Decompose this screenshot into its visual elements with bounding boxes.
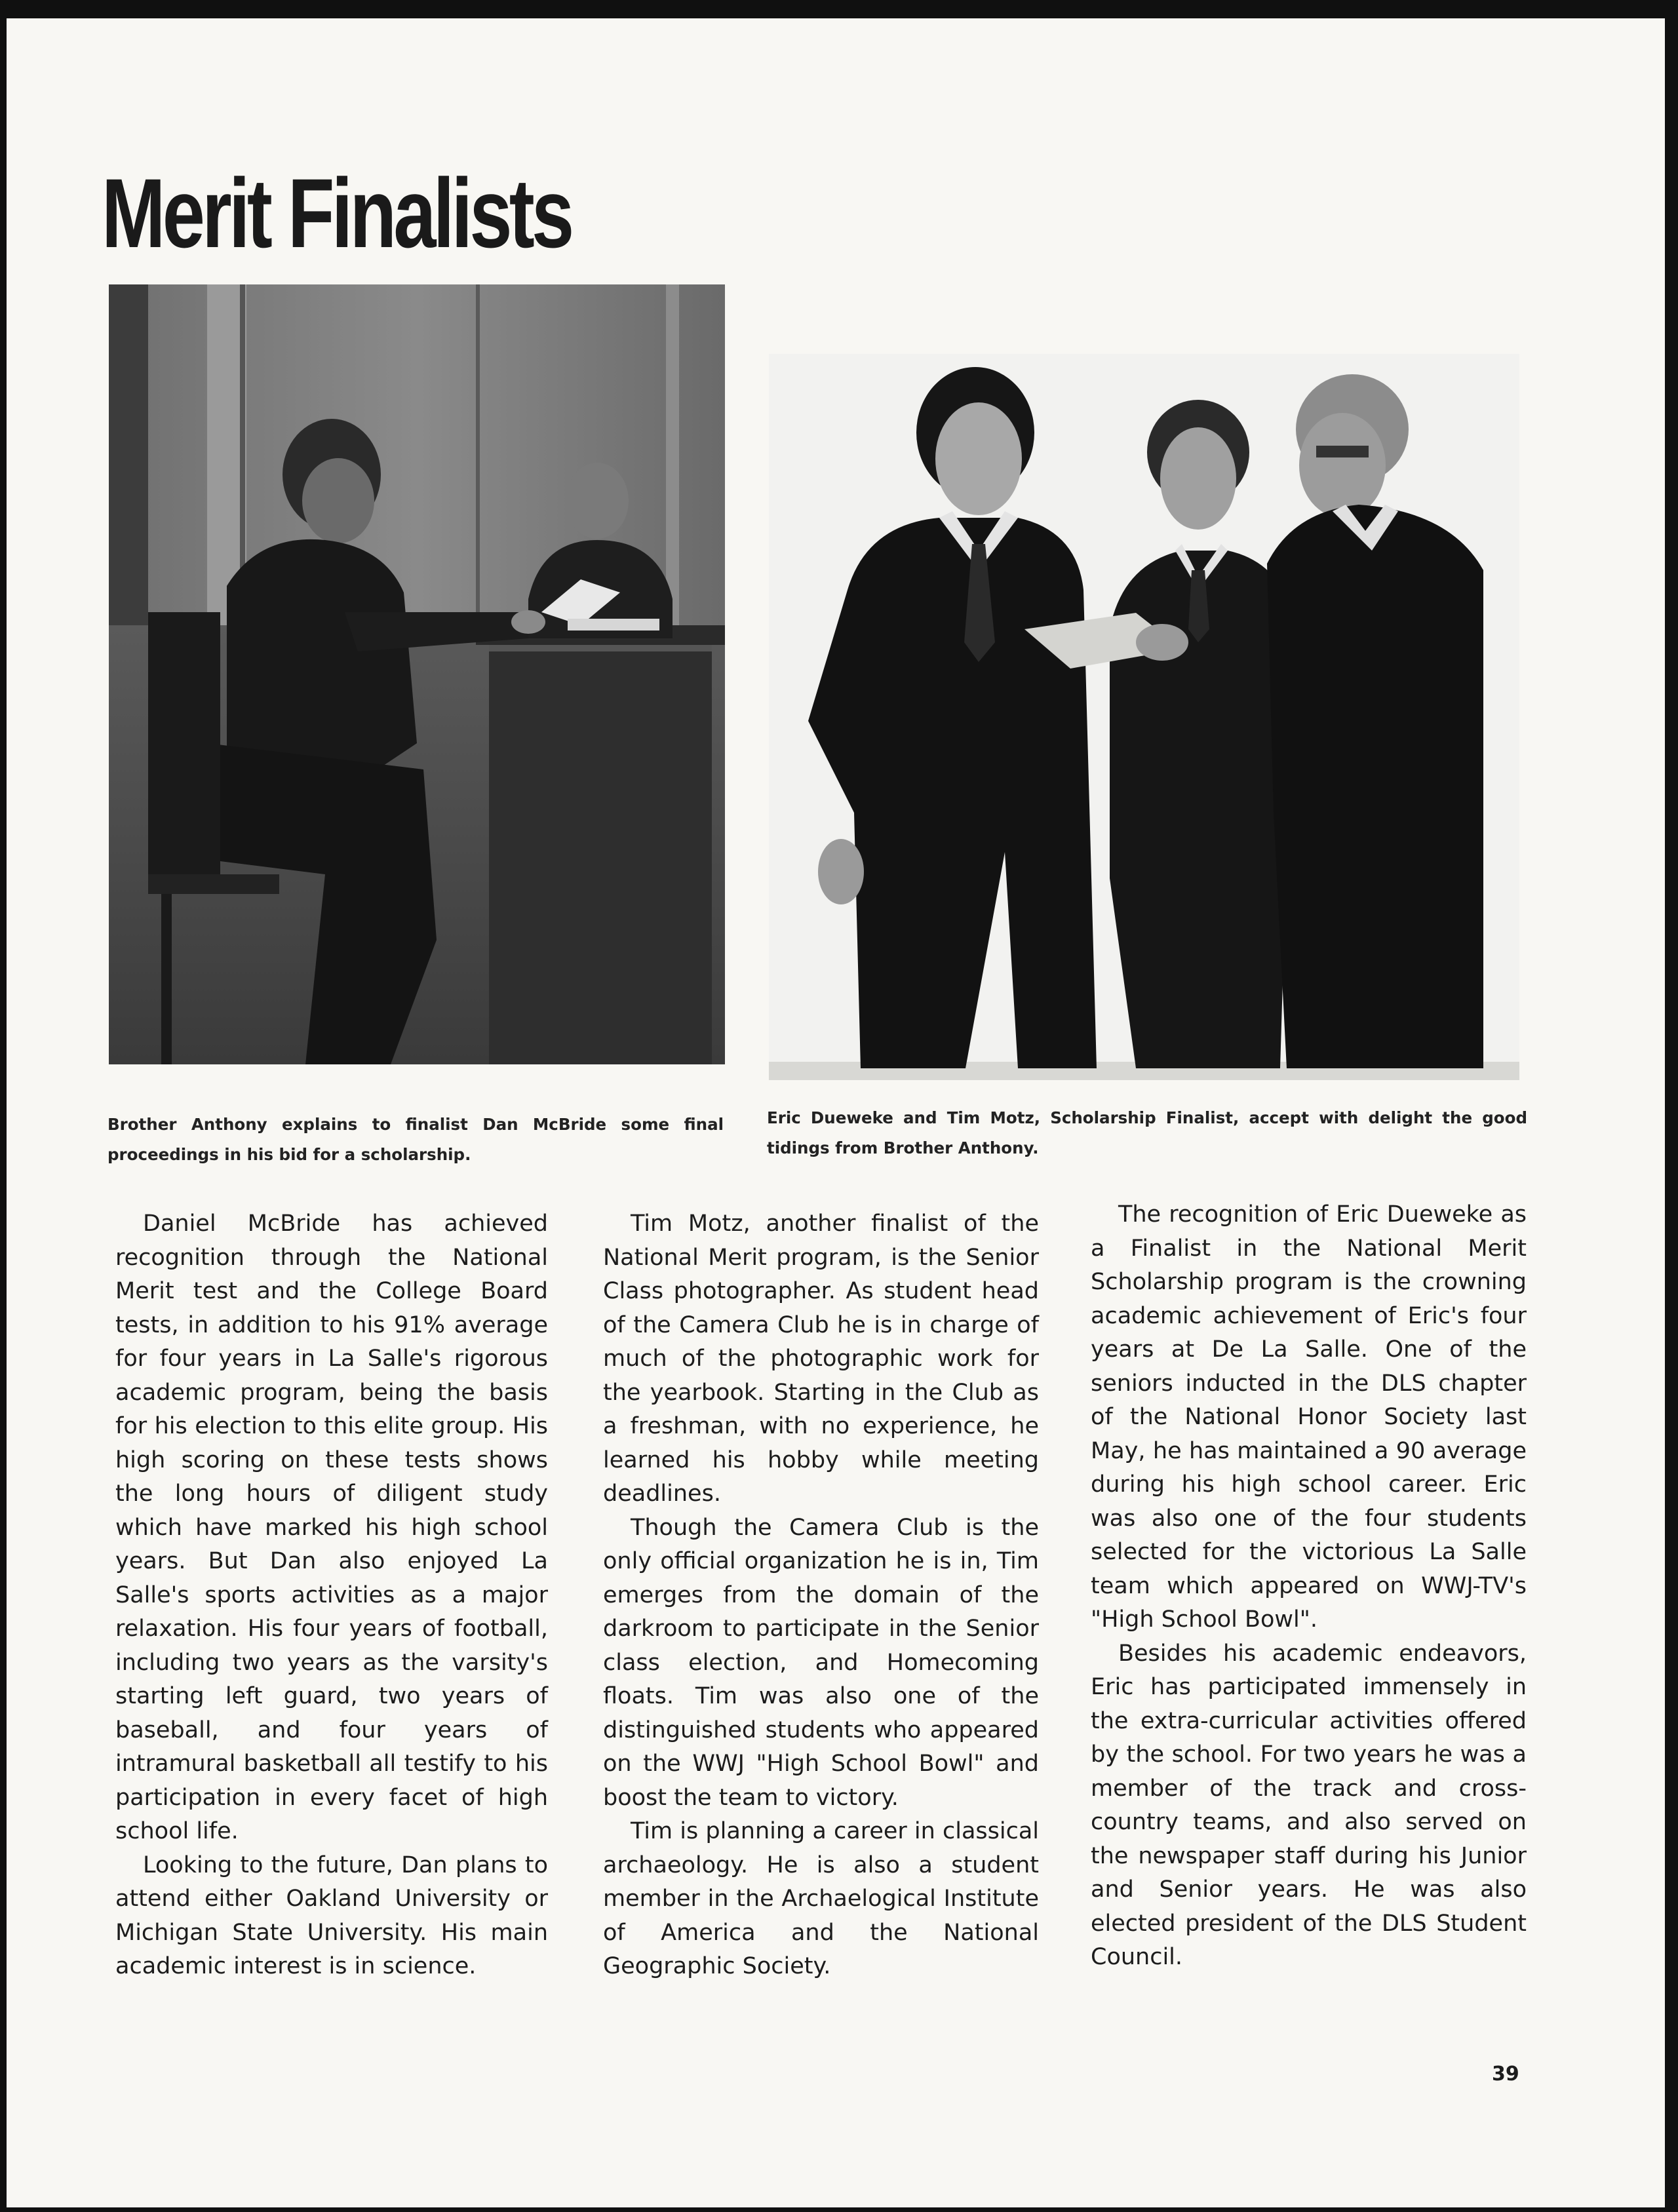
paragraph: Tim Motz, another finalist of the National Merit program, is the Senior Class photographer. As student head of the Camera Club he is in charge of much of the photographic work for the yearbook. Starting in the Club as a freshman, with no experience, he learned his hobby while meeting deadlines. bbox=[603, 1211, 1039, 1507]
article-column-motz bbox=[603, 1207, 1039, 1984]
paragraph: Tim is planning a career in classical archaeology. He is also a student member in the Archaelogical Institute of America and the National Geographic Society. bbox=[603, 1818, 1039, 1979]
photo-2-caption: Eric Dueweke and Tim Motz, Scholarship Finalist, accept with delight the good tidings from Brother Anthony. bbox=[767, 1108, 1527, 1157]
page-number: 39 bbox=[1492, 2063, 1519, 2086]
paragraph: The recognition of Eric Dueweke as a Finalist in the National Merit Scholarship program is the crowning academic achievement of Eric's four years at De La Salle. One of the seniors inducted in the DLS chapter of the National Honor Society last May, he has maintained a 90 average during his high school career. Eric was also one of the four students selected for the victorious La Salle team which appeared on WWJ-TV's "High School Bowl". bbox=[1091, 1201, 1527, 1633]
paragraph: Looking to the future, Dan plans to attend either Oakland University or Michigan State University. His main academic interest is in science. bbox=[115, 1852, 548, 1979]
article-column-dueweke bbox=[1091, 1198, 1527, 1975]
photo-1-caption: Brother Anthony explains to finalist Dan McBride some final proceedings in his bid for a scholarship. bbox=[107, 1115, 724, 1164]
paragraph: Daniel McBride has achieved recognition through the National Merit test and the College Board tests, in addition to his 91% average for four years in La Salle's rigorous academic program, being the basis for his election to this elite group. His high scoring on these tests shows the long hours of diligent study which have marked his high school years. But Dan also enjoyed La Salle's sports activities as a major relaxation. His four years of football, including two years as the varsity's starting left guard, two years of baseball, and four years of intramural basketball all testify to his participation in every facet of high school life. bbox=[115, 1211, 548, 1844]
photo-1-image bbox=[109, 284, 725, 1064]
paragraph: Besides his academic endeavors, Eric has participated immensely in the extra-curricular activities offered by the school. For two years he was a member of the track and cross-country teams, and also served on the newspaper staff during his Junior and Senior years. He was also elected president of the DLS Student Council. bbox=[1091, 1640, 1527, 1970]
page-title: Merit Finalists bbox=[102, 158, 572, 268]
photo-eric-dueweke-tim-motz bbox=[769, 354, 1519, 1080]
photo-2-image bbox=[769, 354, 1519, 1080]
article-column-mcbride bbox=[115, 1207, 548, 1984]
paragraph: Though the Camera Club is the only official organization he is in, Tim emerges from the domain of the darkroom to participate in the Senior class election, and Homecoming floats. Tim was also one of the distinguished students who appeared on the WWJ "High School Bowl" and boost the team to victory. bbox=[603, 1514, 1039, 1811]
photo-brother-anthony-dan-mcbride bbox=[109, 284, 725, 1064]
